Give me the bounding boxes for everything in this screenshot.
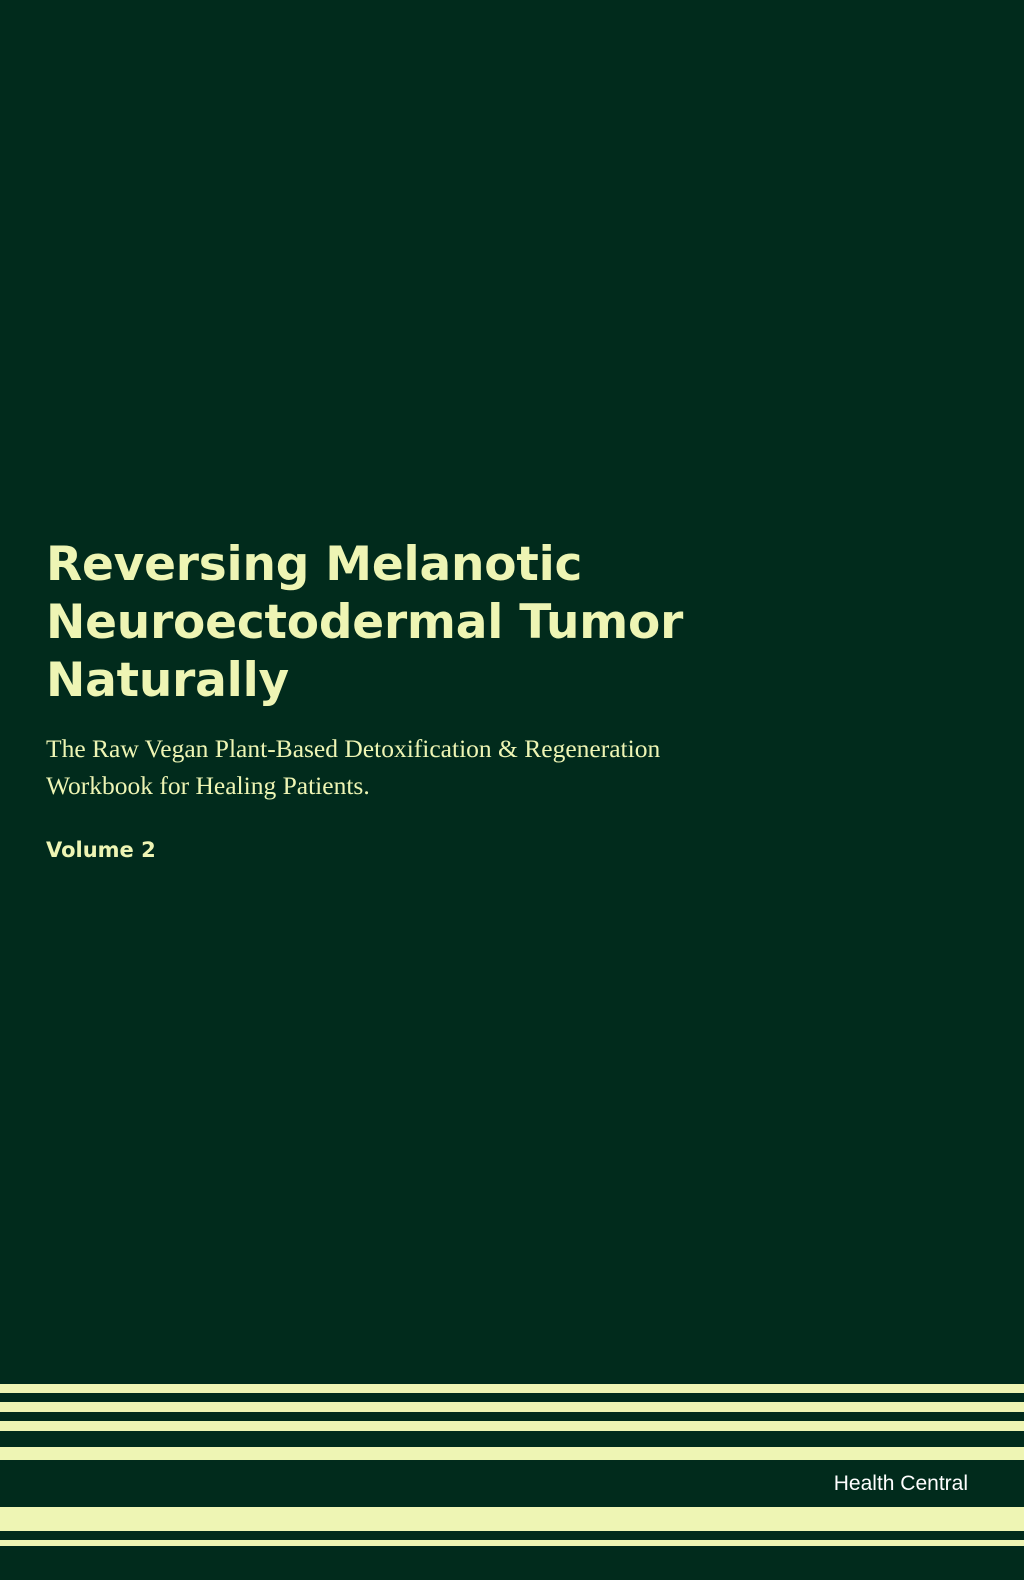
- publisher-bar: [0, 1460, 1024, 1507]
- stripe-light-5: [0, 1507, 1024, 1531]
- page-title: Reversing Melanotic Neuroectodermal Tumor Naturally: [46, 537, 684, 708]
- stripe-dark-2: [0, 1412, 1024, 1421]
- stripe-light-4: [0, 1447, 1024, 1460]
- stripe-light-1: [0, 1384, 1024, 1393]
- cover-subtitle: The Raw Vegan Plant-Based Detoxification & Regeneration Workbook for Healing Patients.: [46, 734, 661, 800]
- stripe-light-3: [0, 1421, 1024, 1431]
- stripe-light-2: [0, 1402, 1024, 1412]
- stripe-dark-1: [0, 1393, 1024, 1402]
- cover-volume: Volume 2: [46, 837, 156, 862]
- cover-footer-stripes: [0, 1384, 1024, 1542]
- cover-text-block: [46, 536, 746, 862]
- publisher-name: Health Central: [833, 1471, 968, 1495]
- stripe-dark-3: [0, 1431, 1024, 1447]
- stripe-dark-4: [0, 1531, 1024, 1540]
- stripe-dark-5: [0, 1546, 1024, 1580]
